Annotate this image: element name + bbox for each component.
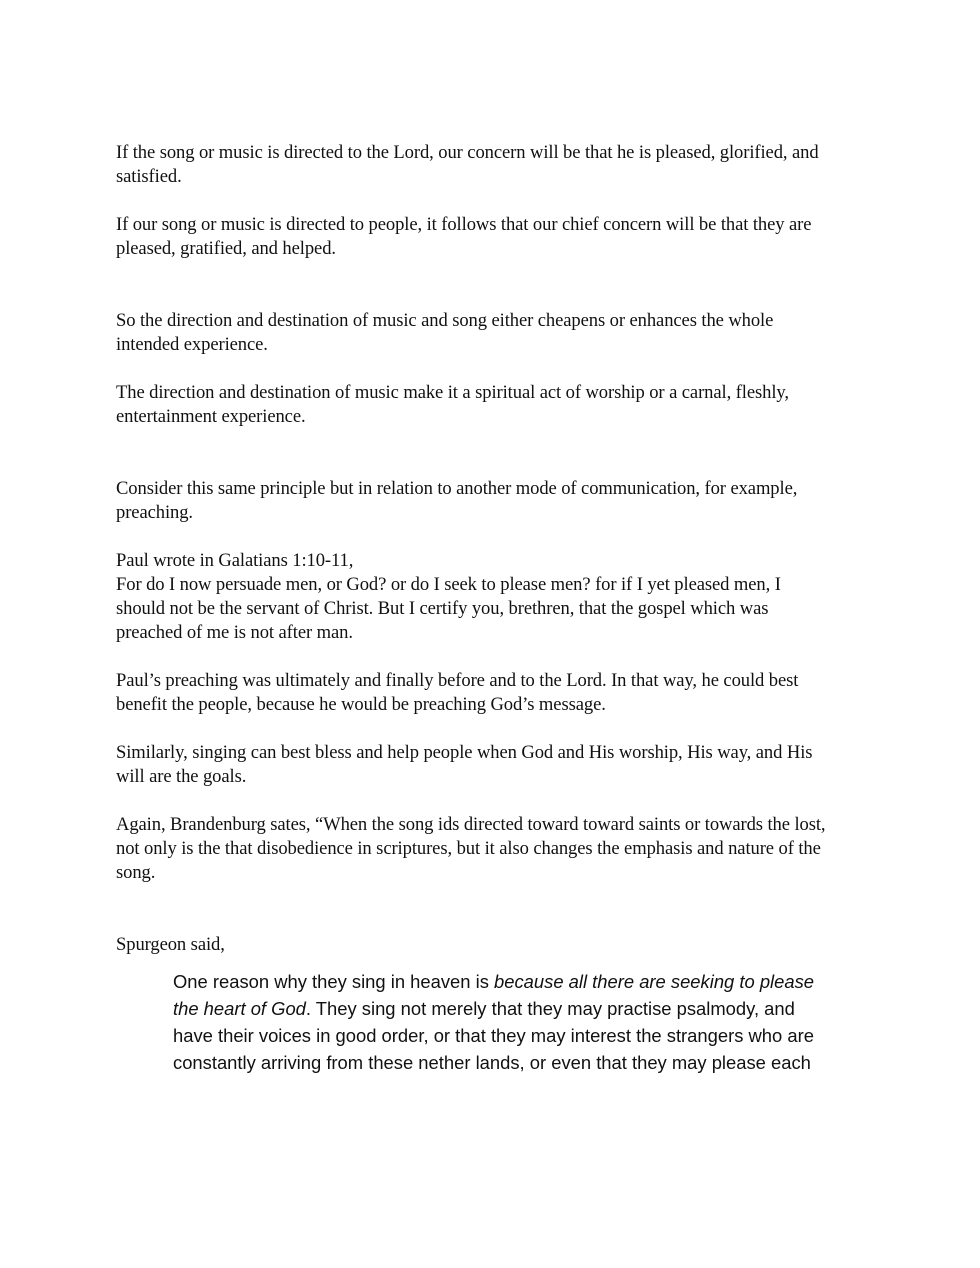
text-line: not only is the that disobedience in scriptures, but it also changes the emphasis and nature of the bbox=[116, 838, 821, 859]
text-line: If the song or music is directed to the Lord, our concern will be that he is pleased, glorified, and bbox=[116, 142, 819, 163]
text-line: will are the goals. bbox=[116, 766, 247, 787]
paragraph-singing bbox=[116, 741, 868, 789]
text-line: should not be the servant of Christ. But I certify you, brethren, that the gospel which was bbox=[116, 598, 769, 619]
text-line: preached of me is not after man. bbox=[116, 622, 353, 643]
quote-italic: the heart of God bbox=[173, 998, 306, 1019]
quote-text: . They sing not merely that they may practise psalmody, and bbox=[305, 998, 795, 1019]
text-line: pleased, gratified, and helped. bbox=[116, 238, 336, 259]
text-line: benefit the people, because he would be preaching God’s message. bbox=[116, 694, 606, 715]
text-line: satisfied. bbox=[116, 166, 182, 187]
paragraph-lord-concern bbox=[116, 141, 868, 189]
paragraph-direction-destination bbox=[116, 309, 868, 357]
text-line: Consider this same principle but in relation to another mode of communication, for example, bbox=[116, 478, 798, 499]
paragraph-brandenburg bbox=[116, 813, 868, 885]
text-line: Similarly, singing can best bless and help people when God and His worship, His way, and His bbox=[116, 742, 813, 763]
quote-text: One reason why they sing in heaven is bbox=[173, 971, 495, 992]
paragraph-pauls-preaching bbox=[116, 669, 868, 717]
text-line: Again, Brandenburg sates, “When the song ids directed toward toward saints or towards the lost, bbox=[116, 814, 826, 835]
text-line: song. bbox=[116, 862, 156, 883]
quote-italic: because all there are seeking to please bbox=[494, 971, 815, 992]
text-line: entertainment experience. bbox=[116, 406, 306, 427]
paragraph-spiritual-act bbox=[116, 381, 868, 429]
paragraph-people-concern bbox=[116, 213, 868, 261]
text-line: The direction and destination of music make it a spiritual act of worship or a carnal, fleshly, bbox=[116, 382, 789, 403]
text-line: Paul’s preaching was ultimately and finally before and to the Lord. In that way, he could best bbox=[116, 670, 799, 691]
quote-text: have their voices in good order, or that they may interest the strangers who are bbox=[173, 1025, 814, 1046]
paragraph-spurgeon-intro bbox=[116, 933, 868, 957]
text-line: intended experience. bbox=[116, 334, 268, 355]
quote-text: constantly arriving from these nether lands, or even that they may please each bbox=[173, 1052, 811, 1073]
text-line: Spurgeon said, bbox=[116, 934, 225, 955]
block-quote-spurgeon bbox=[173, 968, 873, 1076]
text-line: preaching. bbox=[116, 502, 193, 523]
text-line: If our song or music is directed to people, it follows that our chief concern will be that they are bbox=[116, 214, 812, 235]
paragraph-galatians bbox=[116, 549, 868, 645]
text-line: For do I now persuade men, or God? or do I seek to please men? for if I yet pleased men, I bbox=[116, 574, 781, 595]
text-line: Paul wrote in Galatians 1:10-11, bbox=[116, 550, 354, 571]
paragraph-preaching bbox=[116, 477, 868, 525]
text-line: So the direction and destination of music and song either cheapens or enhances the whole bbox=[116, 310, 774, 331]
